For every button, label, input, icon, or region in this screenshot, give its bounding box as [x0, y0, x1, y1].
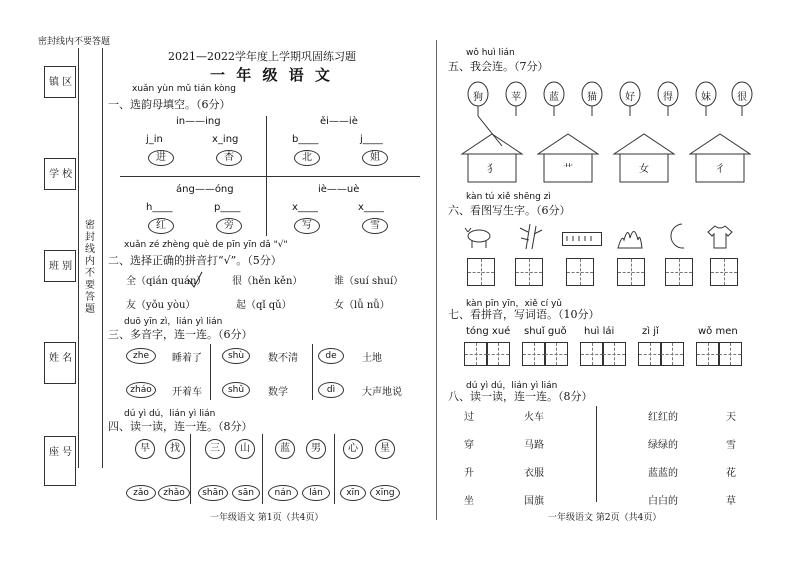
q1-pair-c: áng——óng	[176, 184, 234, 195]
q7-grid-1[interactable]	[464, 342, 488, 366]
q8-col2-1[interactable]: 火车	[524, 412, 544, 423]
q3-word-2[interactable]: 开着车	[172, 387, 202, 398]
field-box-class[interactable]	[44, 250, 76, 282]
q2-item-1[interactable]: 全（qián quán）	[126, 276, 207, 287]
q5-pinyin: wǒ huì lián	[466, 48, 515, 58]
q3-word-1[interactable]: 睡着了	[172, 353, 202, 364]
q1-char-4: 姐	[362, 150, 388, 166]
q4-pinyin-3: shān	[198, 485, 228, 501]
q8-col4-1[interactable]: 天	[726, 412, 736, 423]
q2-pinyin: xuǎn zé zhèng què de pīn yīn dǎ "√"	[124, 240, 288, 250]
house-3: 女	[639, 164, 649, 175]
q1-blank-5[interactable]: h____	[146, 202, 173, 213]
cow-icon	[464, 224, 494, 250]
q4-pinyin-1: zǎo	[126, 485, 156, 501]
q3-oval-5: de	[318, 348, 344, 364]
q8-col1-2[interactable]: 穿	[464, 440, 474, 451]
q7-grid-8[interactable]	[660, 342, 684, 366]
seal-line-left	[78, 48, 79, 468]
q4-pinyin-5: nán	[268, 485, 298, 501]
seal-line-right	[102, 48, 103, 468]
q3-oval-4: shǔ	[222, 382, 250, 398]
q1-blank-7[interactable]: x____	[292, 202, 318, 213]
q8-col3-2[interactable]: 绿绿的	[648, 440, 678, 451]
q7-grid-10[interactable]	[718, 342, 742, 366]
balloon-6: 得	[663, 92, 673, 103]
q8-col2-4[interactable]: 国旗	[524, 496, 544, 507]
q2-item-2[interactable]: 很（hěn kěn）	[232, 276, 303, 287]
footer-left: 一年级语文 第1页（共4页）	[210, 513, 324, 523]
field-box-seat[interactable]	[44, 436, 76, 486]
q8-col1-3[interactable]: 升	[464, 468, 474, 479]
q7-grid-5[interactable]	[580, 342, 604, 366]
q1-hdivider	[120, 176, 420, 177]
ruler-icon	[562, 232, 602, 246]
q3-word-5[interactable]: 土地	[362, 353, 382, 364]
balloon-4: 猫	[587, 92, 597, 103]
q2-item-3[interactable]: 谁（suí shuí）	[334, 276, 404, 287]
q8-pinyin: dú yì dú，lián yì lián	[466, 381, 558, 391]
q1-pair-b: ěi——iè	[320, 116, 358, 127]
q8-col4-4[interactable]: 草	[726, 496, 736, 507]
q6-grid-6[interactable]	[710, 258, 738, 286]
q8-col2-3[interactable]: 衣服	[524, 468, 544, 479]
q7-grid-7[interactable]	[638, 342, 662, 366]
seal-text: 密封线内不要答题	[85, 220, 95, 315]
balloon-7: 妹	[701, 92, 711, 103]
q3-divider-1	[210, 344, 211, 400]
q4-char-8: 星	[375, 439, 395, 459]
q4-pinyin-4: sān	[232, 485, 260, 501]
q1-char-8: 雪	[362, 218, 388, 234]
q4-char-3: 三	[205, 439, 225, 459]
house-1: 犭	[487, 164, 497, 175]
balloon-8: 很	[737, 92, 747, 103]
year-title: 2021—2022学年度上学期巩固练习题	[168, 50, 356, 63]
q7-word-4: zì jǐ	[642, 326, 659, 337]
q8-divider	[596, 406, 597, 502]
q7-word-2: shuǐ guǒ	[524, 326, 567, 337]
q1-char-7: 写	[294, 218, 320, 234]
q1-char-5: 红	[148, 218, 174, 234]
q3-oval-2: zháo	[126, 382, 156, 398]
page-divider	[436, 40, 437, 520]
q4-title: 四、读一读，连一连。（8分）	[108, 420, 253, 433]
q8-col3-1[interactable]: 红红的	[648, 412, 678, 423]
q4-pinyin: dú yì dú，lián yì lián	[124, 409, 216, 419]
q2-item-4[interactable]: 友（yǒu yòu）	[126, 300, 196, 311]
q1-blank-4[interactable]: j____	[360, 134, 383, 145]
q4-char-6: 男	[306, 439, 326, 459]
balloon-5: 好	[625, 92, 635, 103]
q5-title: 五、我会连。（7分）	[448, 60, 549, 73]
q6-title: 六、看图写生字。（6分）	[448, 204, 571, 217]
q8-col3-4[interactable]: 白白的	[648, 496, 678, 507]
field-label-school: 学 校	[49, 169, 73, 180]
q8-col3-3[interactable]: 蓝蓝的	[648, 468, 678, 479]
q3-divider-2	[312, 344, 313, 400]
q7-word-3: huì lái	[584, 326, 615, 337]
q7-grid-6[interactable]	[602, 342, 626, 366]
q1-blank-1[interactable]: j_in	[146, 134, 163, 145]
q3-word-6[interactable]: 大声地说	[362, 387, 402, 398]
q3-word-4[interactable]: 数学	[268, 387, 288, 398]
field-label-class: 班 别	[49, 261, 73, 272]
field-box-district[interactable]	[44, 66, 76, 98]
field-label-seat: 座 号	[49, 447, 73, 458]
q4-char-7: 心	[343, 439, 363, 459]
footer-right: 一年级语文 第2页（共4页）	[548, 513, 662, 523]
q7-grid-2[interactable]	[486, 342, 510, 366]
q6-grid-1[interactable]	[467, 258, 495, 286]
balloon-2: 苹	[511, 92, 521, 103]
q4-char-4: 山	[235, 439, 255, 459]
corner-text: 密封线内不要答题	[38, 37, 111, 47]
q4-pinyin-8: xīng	[370, 485, 400, 501]
q4-divider-2	[262, 434, 263, 504]
q4-pinyin-6: lán	[302, 485, 330, 501]
subject-title: 一 年 级 语 文	[210, 66, 333, 84]
field-label-name: 姓 名	[49, 353, 73, 364]
balloon-1: 狗	[473, 92, 483, 103]
q4-char-2: 找	[165, 439, 185, 459]
q4-pinyin-2: zhǎo	[158, 485, 190, 501]
q2-item-5[interactable]: 起（qǐ qǔ）	[236, 300, 292, 311]
q1-char-3: 北	[294, 150, 320, 166]
q6-grid-4[interactable]	[617, 258, 645, 286]
q3-word-3[interactable]: 数不清	[268, 353, 298, 364]
q3-oval-3: shù	[222, 348, 250, 364]
q3-oval-1: zhe	[126, 348, 156, 364]
q7-pinyin: kàn pīn yīn，xiě cí yǔ	[466, 299, 563, 309]
q1-char-1: 进	[148, 150, 174, 166]
q6-grid-3[interactable]	[566, 258, 594, 286]
bamboo-icon	[516, 222, 544, 250]
q4-char-1: 早	[135, 439, 155, 459]
q3-title: 三、多音字，连一连。（6分）	[108, 328, 253, 341]
q7-grid-9[interactable]	[696, 342, 720, 366]
q8-title: 八、读一读，连一连。（8分）	[448, 390, 593, 403]
house-4: 彳	[715, 164, 725, 175]
q3-oval-6: dì	[318, 382, 344, 398]
field-label-district: 镇 区	[49, 77, 73, 88]
q4-char-5: 蓝	[275, 439, 295, 459]
fire-icon	[614, 222, 646, 250]
q7-word-1: tóng xué	[466, 326, 511, 337]
moon-icon	[666, 222, 690, 250]
q6-grid-2[interactable]	[515, 258, 543, 286]
q2-title: 二、选择正确的拼音打“√”。（5分）	[108, 254, 282, 267]
q1-blank-8[interactable]: x____	[358, 202, 384, 213]
q1-char-6: 旁	[216, 218, 242, 234]
q2-item-6[interactable]: 女（lǚ nǚ）	[334, 300, 390, 311]
q7-title: 七、看拼音，写词语。（10分）	[448, 308, 600, 321]
q1-pinyin: xuǎn yùn mǔ tián kòng	[132, 84, 236, 94]
q6-grid-5[interactable]	[665, 258, 693, 286]
q1-blank-3[interactable]: b____	[292, 134, 319, 145]
q1-blank-2[interactable]: x_ing	[212, 134, 239, 145]
q4-divider-3	[334, 434, 335, 504]
balloon-3: 蓝	[549, 92, 559, 103]
q8-col4-2[interactable]: 雪	[726, 440, 736, 451]
clothes-icon	[706, 224, 734, 250]
q4-pinyin-7: xīn	[340, 485, 366, 501]
q8-col1-4[interactable]: 坐	[464, 496, 474, 507]
q7-grid-4[interactable]	[544, 342, 568, 366]
checkmark-icon	[186, 270, 204, 290]
q4-divider-1	[190, 434, 191, 504]
field-box-name[interactable]	[44, 342, 76, 384]
q8-col2-2[interactable]: 马路	[524, 440, 544, 451]
q1-pair-d: iè——uè	[318, 184, 360, 195]
q6-pinyin: kàn tú xiě shēng zì	[466, 192, 551, 202]
q1-pair-a: in——ing	[176, 116, 221, 127]
q7-word-5: wǒ men	[698, 326, 738, 337]
q1-char-2: 杏	[216, 150, 242, 166]
q3-pinyin: duō yīn zì，lián yì lián	[124, 317, 223, 327]
field-box-school[interactable]	[44, 158, 76, 190]
house-2: 艹	[563, 164, 573, 175]
q8-col4-3[interactable]: 花	[726, 468, 736, 479]
q1-title: 一、选韵母填空。（6分）	[108, 98, 231, 111]
q1-blank-6[interactable]: p____	[214, 202, 241, 213]
q8-col1-1[interactable]: 过	[464, 412, 474, 423]
q7-grid-3[interactable]	[522, 342, 546, 366]
